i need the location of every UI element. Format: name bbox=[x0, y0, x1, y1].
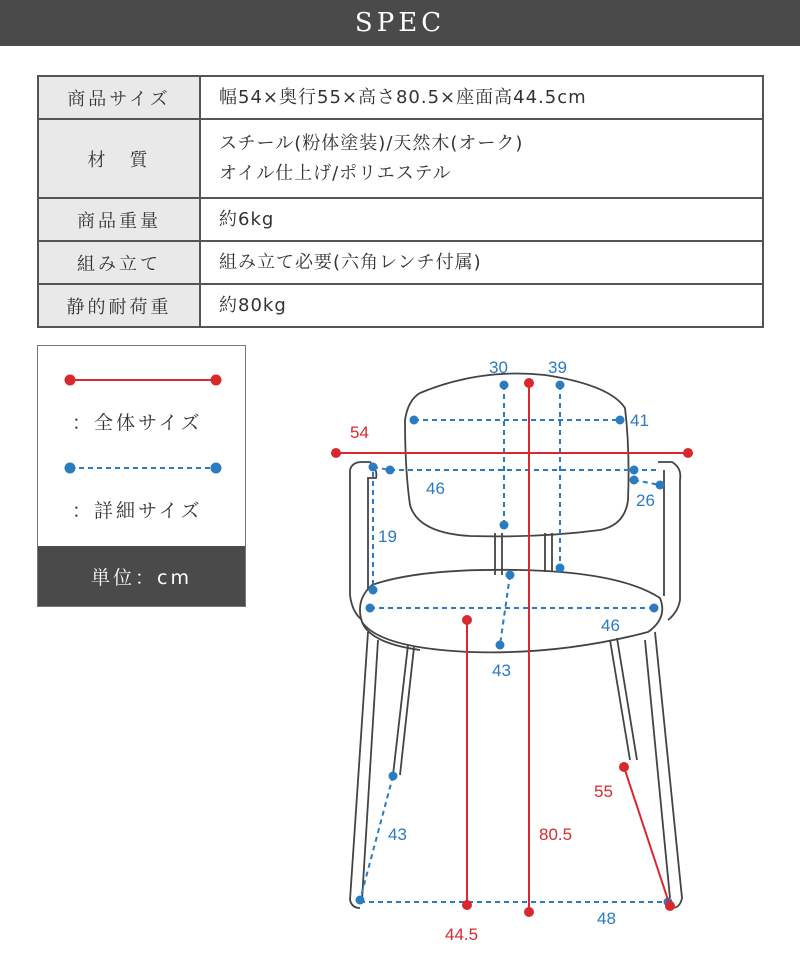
spec-value-load: 約80kg bbox=[200, 284, 763, 327]
dim-backrest-depth: 30 bbox=[489, 358, 508, 377]
dim-inner-width: 46 bbox=[426, 479, 445, 498]
spec-label-size: 商品サイズ bbox=[38, 76, 200, 119]
dim-seat-depth: 43 bbox=[492, 661, 511, 680]
dim-leg-depth: 43 bbox=[388, 825, 407, 844]
dim-armrest-height: 19 bbox=[378, 527, 397, 546]
spec-value-assembly: 組み立て必要(六角レンチ付属) bbox=[200, 241, 763, 284]
dim-leg-width: 48 bbox=[597, 909, 616, 928]
unit-label: 単位：cm bbox=[38, 546, 245, 606]
spec-value-size: 幅54×奥行55×高さ80.5×座面高44.5cm bbox=[200, 76, 763, 119]
dim-overall-height: 80.5 bbox=[539, 825, 573, 844]
overall-dimension-points bbox=[331, 378, 693, 917]
dim-backrest-height: 39 bbox=[548, 358, 567, 377]
spec-value-weight: 約6kg bbox=[200, 198, 763, 241]
header-title: SPEC bbox=[354, 8, 446, 38]
dim-armrest-depth: 26 bbox=[636, 491, 655, 510]
dim-seat-width: 46 bbox=[601, 616, 620, 635]
spec-value-material-line1: スチール(粉体塗装)/天然木(オーク) bbox=[219, 132, 524, 154]
legend-detail-label: ：詳細サイズ bbox=[72, 500, 203, 522]
dim-seat-height: 44.5 bbox=[445, 925, 479, 944]
dim-overall-width: 54 bbox=[350, 423, 369, 442]
legend-overall-label: ：全体サイズ bbox=[72, 412, 203, 434]
dim-overall-depth: 55 bbox=[594, 782, 613, 801]
spec-label-assembly: 組み立て bbox=[38, 241, 200, 284]
dim-backrest-width: 41 bbox=[630, 411, 649, 430]
spec-value-material-line2: オイル仕上げ/ポリエステル bbox=[219, 162, 452, 184]
spec-label-load: 静的耐荷重 bbox=[38, 284, 200, 327]
spec-label-material: 材 質 bbox=[38, 119, 200, 198]
spec-label-weight: 商品重量 bbox=[38, 198, 200, 241]
